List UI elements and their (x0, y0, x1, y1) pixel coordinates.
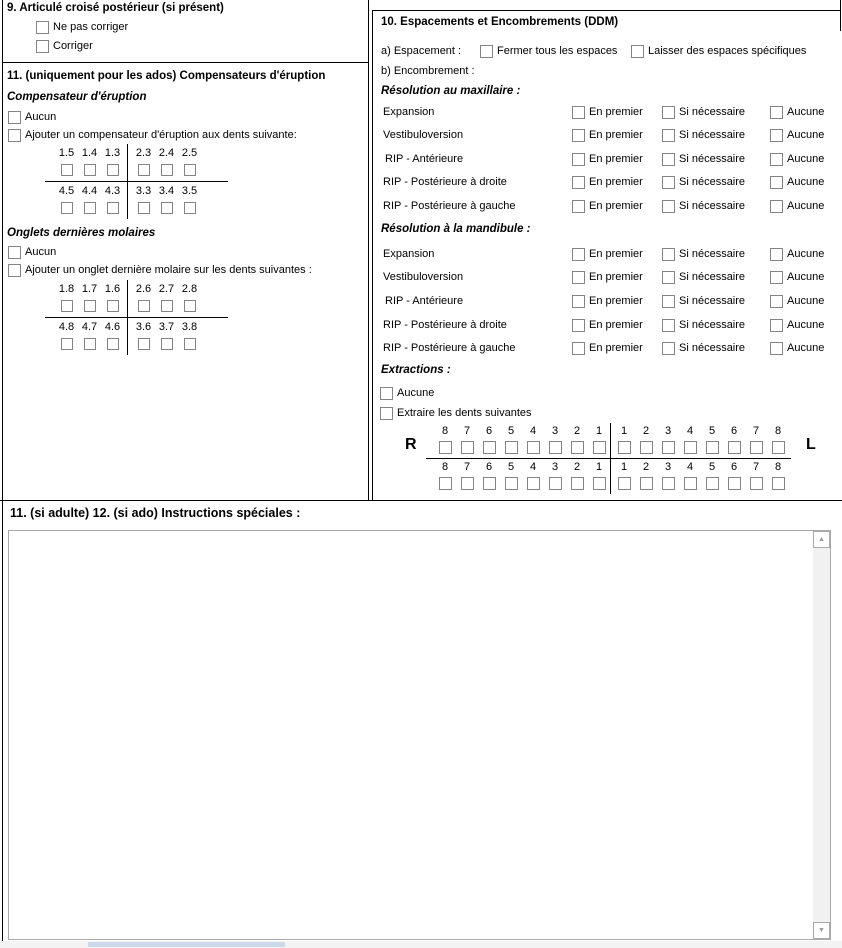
quadrant-upper-left (127, 144, 228, 181)
option-label: Aucune (787, 129, 825, 141)
option-label: Si nécessaire (679, 295, 746, 307)
max-row-label: Expansion (383, 106, 435, 118)
tooth-checkbox[interactable] (750, 477, 763, 490)
tooth-number: 3.5 (181, 185, 198, 197)
tooth-number: 3 (664, 461, 672, 473)
tooth-number: 2.5 (181, 147, 198, 159)
section11-title: 11. (uniquement pour les ados) Compensateurs d'éruption (7, 70, 326, 82)
tooth-checkbox[interactable] (662, 477, 675, 490)
tooth-number: 2.6 (135, 283, 152, 295)
tooth-checkbox[interactable] (684, 477, 697, 490)
onglets-none-option[interactable] (8, 245, 56, 259)
leave-specific-spaces-option[interactable] (631, 44, 806, 58)
quadrant-upper-right (426, 423, 610, 458)
up-arrow-icon: ▲ (818, 536, 825, 543)
quadrant-lower-left (127, 318, 228, 355)
mand-rip-right-ifneeded-option[interactable] (662, 318, 745, 332)
tooth-checkbox[interactable] (184, 202, 196, 214)
tooth-number: 3 (664, 425, 672, 437)
max-rip-right-first-option[interactable] (572, 175, 643, 189)
tooth-checkbox[interactable] (138, 202, 150, 214)
tooth-number: 5 (507, 461, 515, 473)
checkbox[interactable] (572, 271, 585, 284)
tooth-checkbox[interactable] (84, 338, 96, 350)
option-label: Si nécessaire (679, 153, 746, 165)
tooth-checkbox[interactable] (549, 441, 562, 454)
option-label: En premier (589, 129, 643, 141)
maxillaire-title: Résolution au maxillaire : (381, 85, 521, 97)
option-label: En premier (589, 271, 643, 283)
tooth-number: 1.4 (81, 147, 98, 159)
checkbox[interactable] (770, 200, 783, 213)
mand-rip-ant-ifneeded-option[interactable] (662, 294, 745, 308)
checkbox[interactable] (662, 176, 675, 189)
tooth-checkbox[interactable] (483, 477, 496, 490)
tooth-checkbox[interactable] (662, 441, 675, 454)
compensateur-none-checkbox[interactable] (8, 111, 21, 124)
quadrant-upper-right (45, 144, 127, 181)
option-label: Si nécessaire (679, 176, 746, 188)
tooth-checkbox[interactable] (439, 441, 452, 454)
tooth-number: 2 (642, 461, 650, 473)
tooth-number: 3.8 (181, 321, 198, 333)
checkbox[interactable] (572, 342, 585, 355)
tooth-number: 7 (752, 425, 760, 437)
tooth-number: 8 (441, 425, 449, 437)
right-box-left-border (372, 10, 373, 500)
tooth-checkbox[interactable] (618, 441, 631, 454)
max-rip-ant-ifneeded-option[interactable] (662, 152, 745, 166)
tooth-checkbox[interactable] (138, 338, 150, 350)
tooth-checkbox[interactable] (61, 164, 73, 176)
checkbox[interactable] (770, 319, 783, 332)
tooth-number: 5 (708, 425, 716, 437)
checkbox[interactable] (662, 200, 675, 213)
tooth-checkbox[interactable] (728, 477, 741, 490)
tooth-checkbox[interactable] (161, 202, 173, 214)
quadrant-upper-left (127, 280, 228, 317)
no-correct-label: Ne pas corriger (53, 21, 129, 33)
form-left-border (2, 0, 3, 941)
option-label: Si nécessaire (679, 319, 746, 331)
max-rip-ant-none-option[interactable] (770, 152, 824, 166)
tooth-number: 2.3 (135, 147, 152, 159)
checkbox[interactable] (770, 129, 783, 142)
tooth-number: 3.7 (158, 321, 175, 333)
mand-expansion-ifneeded-option[interactable] (662, 247, 745, 261)
tooth-checkbox[interactable] (618, 477, 631, 490)
tooth-number: 3.3 (135, 185, 152, 197)
checkbox[interactable] (572, 295, 585, 308)
tooth-checkbox[interactable] (549, 477, 562, 490)
extract-teeth-option[interactable] (380, 406, 532, 420)
horizontal-scrollbar-thumb[interactable] (88, 942, 285, 947)
quadrant-upper-right (45, 280, 127, 317)
mand-rip-ant-first-option[interactable] (572, 294, 643, 308)
tooth-checkbox[interactable] (61, 202, 73, 214)
tooth-checkbox[interactable] (505, 477, 518, 490)
mand-row-label: RIP - Antérieure (385, 295, 464, 307)
right-box-top-border (372, 10, 841, 11)
compensateur-add-checkbox[interactable] (8, 129, 21, 142)
mand-expansion-none-option[interactable] (770, 247, 824, 261)
tooth-checkbox[interactable] (593, 441, 606, 454)
textarea-vertical-scrollbar[interactable] (813, 531, 830, 939)
tooth-number: 1 (620, 461, 628, 473)
tooth-checkbox[interactable] (84, 300, 96, 312)
checkbox[interactable] (770, 295, 783, 308)
option-label: Aucune (787, 106, 825, 118)
tooth-number: 6 (485, 425, 493, 437)
checkbox[interactable] (662, 248, 675, 261)
tooth-checkbox[interactable] (640, 441, 653, 454)
page-horizontal-scrollbar[interactable] (0, 941, 842, 948)
correct-label: Corriger (53, 40, 93, 52)
max-row-label: Vestibuloversion (383, 129, 464, 141)
option-label: Si nécessaire (679, 342, 746, 354)
tooth-number: 1 (595, 461, 603, 473)
checkbox[interactable] (770, 271, 783, 284)
option-label: Aucune (787, 342, 825, 354)
option-label: Si nécessaire (679, 106, 746, 118)
tooth-checkbox[interactable] (527, 477, 540, 490)
mand-vestibulo-none-option[interactable] (770, 270, 824, 284)
tooth-checkbox[interactable] (640, 477, 653, 490)
mand-vestibulo-ifneeded-option[interactable] (662, 270, 745, 284)
onglets-add-option[interactable] (8, 263, 312, 277)
mandibule-title: Résolution à la mandibule : (381, 223, 531, 235)
correct-option[interactable] (36, 39, 93, 53)
tooth-checkbox[interactable] (161, 300, 173, 312)
quadrant-lower-right (45, 182, 127, 219)
no-correct-option[interactable] (36, 20, 128, 34)
tooth-checkbox[interactable] (61, 300, 73, 312)
checkbox[interactable] (770, 176, 783, 189)
tooth-checkbox[interactable] (161, 164, 173, 176)
tooth-checkbox[interactable] (84, 202, 96, 214)
tooth-grid-upper-row (45, 144, 228, 182)
checkbox[interactable] (662, 129, 675, 142)
section9-bottom-border (2, 62, 368, 63)
tooth-number: 2 (573, 461, 581, 473)
tooth-number: 3.6 (135, 321, 152, 333)
tooth-number: 6 (730, 425, 738, 437)
checkbox[interactable] (770, 342, 783, 355)
tooth-checkbox[interactable] (439, 477, 452, 490)
max-rip-left-ifneeded-option[interactable] (662, 199, 745, 213)
option-label: Si nécessaire (679, 200, 746, 212)
extractions-none-label: Aucune (397, 387, 435, 399)
tooth-checkbox[interactable] (184, 338, 196, 350)
tooth-number: 1.5 (58, 147, 75, 159)
mand-rip-ant-none-option[interactable] (770, 294, 824, 308)
right-edge-border-fragment (840, 0, 841, 31)
option-label: Aucune (787, 271, 825, 283)
checkbox[interactable] (572, 129, 585, 142)
checkbox[interactable] (662, 271, 675, 284)
mand-expansion-first-option[interactable] (572, 247, 643, 261)
option-label: Aucune (787, 319, 825, 331)
tooth-number: 7 (752, 461, 760, 473)
tooth-number: 3 (551, 425, 559, 437)
onglets-add-checkbox[interactable] (8, 264, 21, 277)
max-expansion-none-option[interactable] (770, 105, 824, 119)
mand-rip-right-none-option[interactable] (770, 318, 824, 332)
close-all-spaces-checkbox[interactable] (480, 45, 493, 58)
extraction-lower-row (426, 459, 791, 494)
max-rip-left-none-option[interactable] (770, 199, 824, 213)
checkbox[interactable] (662, 295, 675, 308)
tooth-checkbox[interactable] (107, 300, 119, 312)
mand-rip-left-first-option[interactable] (572, 341, 643, 355)
option-label: En premier (589, 106, 643, 118)
onglets-none-label: Aucun (25, 246, 57, 258)
tooth-checkbox[interactable] (184, 164, 196, 176)
tooth-checkbox[interactable] (461, 477, 474, 490)
tooth-checkbox[interactable] (138, 164, 150, 176)
tooth-number: 4 (686, 425, 694, 437)
tooth-number: 6 (730, 461, 738, 473)
encombrement-label: b) Encombrement : (381, 65, 475, 77)
tooth-number: 6 (485, 461, 493, 473)
max-row-label: RIP - Postérieure à droite (383, 176, 507, 188)
tooth-checkbox[interactable] (184, 300, 196, 312)
mand-row-label: RIP - Postérieure à gauche (383, 342, 516, 354)
checkbox[interactable] (572, 248, 585, 261)
checkbox[interactable] (572, 106, 585, 119)
tooth-checkbox[interactable] (706, 477, 719, 490)
tooth-checkbox[interactable] (527, 441, 540, 454)
leave-specific-spaces-label: Laisser des espaces spécifiques (648, 45, 807, 57)
tooth-checkbox[interactable] (571, 477, 584, 490)
tooth-checkbox[interactable] (107, 164, 119, 176)
tooth-number: 4 (529, 425, 537, 437)
checkbox[interactable] (662, 153, 675, 166)
scroll-up-button[interactable] (813, 531, 830, 548)
onglets-subtitle: Onglets dernières molaires (7, 227, 156, 239)
tooth-number: 2 (642, 425, 650, 437)
special-instructions-textarea[interactable] (8, 530, 831, 940)
close-all-spaces-option[interactable] (480, 44, 617, 58)
tooth-checkbox[interactable] (593, 477, 606, 490)
tooth-checkbox[interactable] (750, 441, 763, 454)
max-row-label: RIP - Postérieure à gauche (383, 200, 516, 212)
tooth-number: 5 (708, 461, 716, 473)
tooth-checkbox[interactable] (107, 202, 119, 214)
extraction-tooth-grid (426, 423, 791, 494)
tooth-number: 4.6 (104, 321, 121, 333)
compensateur-none-option[interactable] (8, 110, 56, 124)
tooth-checkbox[interactable] (161, 338, 173, 350)
scroll-down-button[interactable] (813, 922, 830, 939)
option-label: Si nécessaire (679, 271, 746, 283)
option-label: Aucune (787, 153, 825, 165)
tooth-checkbox[interactable] (684, 441, 697, 454)
max-rip-ant-first-option[interactable] (572, 152, 643, 166)
quadrant-lower-left (610, 459, 791, 494)
tooth-checkbox[interactable] (84, 164, 96, 176)
option-label: En premier (589, 295, 643, 307)
mand-row-label: Expansion (383, 248, 435, 260)
quadrant-lower-right (426, 459, 610, 494)
max-expansion-first-option[interactable] (572, 105, 643, 119)
section9-title: 9. Articulé croisé postérieur (si présent) (7, 2, 224, 14)
tooth-number: 4.7 (81, 321, 98, 333)
tooth-number: 8 (774, 461, 782, 473)
tooth-number: 3 (551, 461, 559, 473)
checkbox[interactable] (572, 200, 585, 213)
tooth-checkbox[interactable] (772, 441, 785, 454)
max-expansion-ifneeded-option[interactable] (662, 105, 745, 119)
grid-right-side-label: R (405, 436, 417, 453)
extractions-none-checkbox[interactable] (380, 387, 393, 400)
compensateur-subtitle: Compensateur d'éruption (7, 91, 147, 103)
mand-rip-left-none-option[interactable] (770, 341, 824, 355)
option-label: En premier (589, 200, 643, 212)
tooth-number: 2.4 (158, 147, 175, 159)
tooth-number: 4.8 (58, 321, 75, 333)
mand-vestibulo-first-option[interactable] (572, 270, 643, 284)
tooth-grid-lower-row (45, 318, 228, 355)
tooth-number: 1 (595, 425, 603, 437)
no-correct-checkbox[interactable] (36, 21, 49, 34)
checkbox[interactable] (770, 248, 783, 261)
checkbox[interactable] (770, 153, 783, 166)
tooth-number: 1 (620, 425, 628, 437)
option-label: Si nécessaire (679, 248, 746, 260)
tooth-number: 4.3 (104, 185, 121, 197)
tooth-number: 2 (573, 425, 581, 437)
option-label: Aucune (787, 248, 825, 260)
tooth-checkbox[interactable] (505, 441, 518, 454)
top-area-bottom-border (0, 500, 842, 501)
tooth-number: 2.8 (181, 283, 198, 295)
onglets-none-checkbox[interactable] (8, 246, 21, 259)
left-column-right-border (368, 0, 369, 500)
instructions-title: 11. (si adulte) 12. (si ado) Instructions spéciales : (10, 506, 301, 520)
tooth-number: 3.4 (158, 185, 175, 197)
compensateur-none-label: Aucun (25, 111, 57, 123)
checkbox[interactable] (572, 176, 585, 189)
tooth-number: 1.7 (81, 283, 98, 295)
option-label: En premier (589, 342, 643, 354)
tooth-number: 1.6 (104, 283, 121, 295)
tooth-number: 7 (463, 461, 471, 473)
checkbox[interactable] (572, 153, 585, 166)
extract-teeth-checkbox[interactable] (380, 407, 393, 420)
compensateur-add-option[interactable] (8, 128, 297, 142)
option-label: Aucune (787, 295, 825, 307)
tooth-checkbox[interactable] (461, 441, 474, 454)
max-vestibulo-none-option[interactable] (770, 128, 824, 142)
max-row-label: RIP - Antérieure (385, 153, 464, 165)
tooth-grid-lower-row (45, 182, 228, 219)
grid-left-side-label: L (806, 436, 816, 453)
tooth-number: 2.7 (158, 283, 175, 295)
tooth-number: 7 (463, 425, 471, 437)
mand-row-label: RIP - Postérieure à droite (383, 319, 507, 331)
close-all-spaces-label: Fermer tous les espaces (497, 45, 618, 57)
down-arrow-icon: ▼ (818, 927, 825, 934)
tooth-grid-upper-row (45, 280, 228, 318)
extractions-none-option[interactable] (380, 386, 434, 400)
tooth-number: 1.3 (104, 147, 121, 159)
correct-checkbox[interactable] (36, 40, 49, 53)
tooth-number: 1.8 (58, 283, 75, 295)
tooth-number: 4.5 (58, 185, 75, 197)
mand-rip-right-first-option[interactable] (572, 318, 643, 332)
option-label: Aucune (787, 200, 825, 212)
quadrant-lower-left (127, 182, 228, 219)
option-label: En premier (589, 153, 643, 165)
checkbox[interactable] (662, 319, 675, 332)
checkbox[interactable] (662, 342, 675, 355)
max-vestibulo-first-option[interactable] (572, 128, 643, 142)
extraction-upper-row (426, 423, 791, 459)
tooth-checkbox[interactable] (706, 441, 719, 454)
option-label: En premier (589, 176, 643, 188)
tooth-checkbox[interactable] (61, 338, 73, 350)
quadrant-lower-right (45, 318, 127, 355)
tooth-checkbox[interactable] (571, 441, 584, 454)
max-vestibulo-ifneeded-option[interactable] (662, 128, 745, 142)
tooth-number: 8 (441, 461, 449, 473)
compensateur-tooth-grid (45, 144, 228, 219)
tooth-checkbox[interactable] (107, 338, 119, 350)
mand-rip-left-ifneeded-option[interactable] (662, 341, 745, 355)
option-label: En premier (589, 319, 643, 331)
option-label: Si nécessaire (679, 129, 746, 141)
tooth-number: 4 (529, 461, 537, 473)
extract-teeth-label: Extraire les dents suivantes (397, 407, 532, 419)
option-label: Aucune (787, 176, 825, 188)
checkbox[interactable] (572, 319, 585, 332)
tooth-checkbox[interactable] (728, 441, 741, 454)
quadrant-upper-left (610, 423, 791, 458)
section10-title: 10. Espacements et Encombrements (DDM) (381, 16, 619, 28)
leave-specific-spaces-checkbox[interactable] (631, 45, 644, 58)
checkbox[interactable] (662, 106, 675, 119)
onglets-add-label: Ajouter un onglet dernière molaire sur les dents suivantes : (25, 264, 312, 276)
tooth-number: 5 (507, 425, 515, 437)
option-label: En premier (589, 248, 643, 260)
onglets-tooth-grid (45, 280, 228, 355)
extractions-title: Extractions : (381, 364, 451, 376)
mand-row-label: Vestibuloversion (383, 271, 464, 283)
tooth-checkbox[interactable] (138, 300, 150, 312)
max-rip-left-first-option[interactable] (572, 199, 643, 213)
espacement-label: a) Espacement : (381, 45, 462, 57)
max-rip-right-ifneeded-option[interactable] (662, 175, 745, 189)
max-rip-right-none-option[interactable] (770, 175, 824, 189)
tooth-number: 8 (774, 425, 782, 437)
compensateur-add-label: Ajouter un compensateur d'éruption aux dents suivante: (25, 129, 297, 141)
tooth-checkbox[interactable] (483, 441, 496, 454)
checkbox[interactable] (770, 106, 783, 119)
tooth-number: 4 (686, 461, 694, 473)
tooth-checkbox[interactable] (772, 477, 785, 490)
tooth-number: 4.4 (81, 185, 98, 197)
